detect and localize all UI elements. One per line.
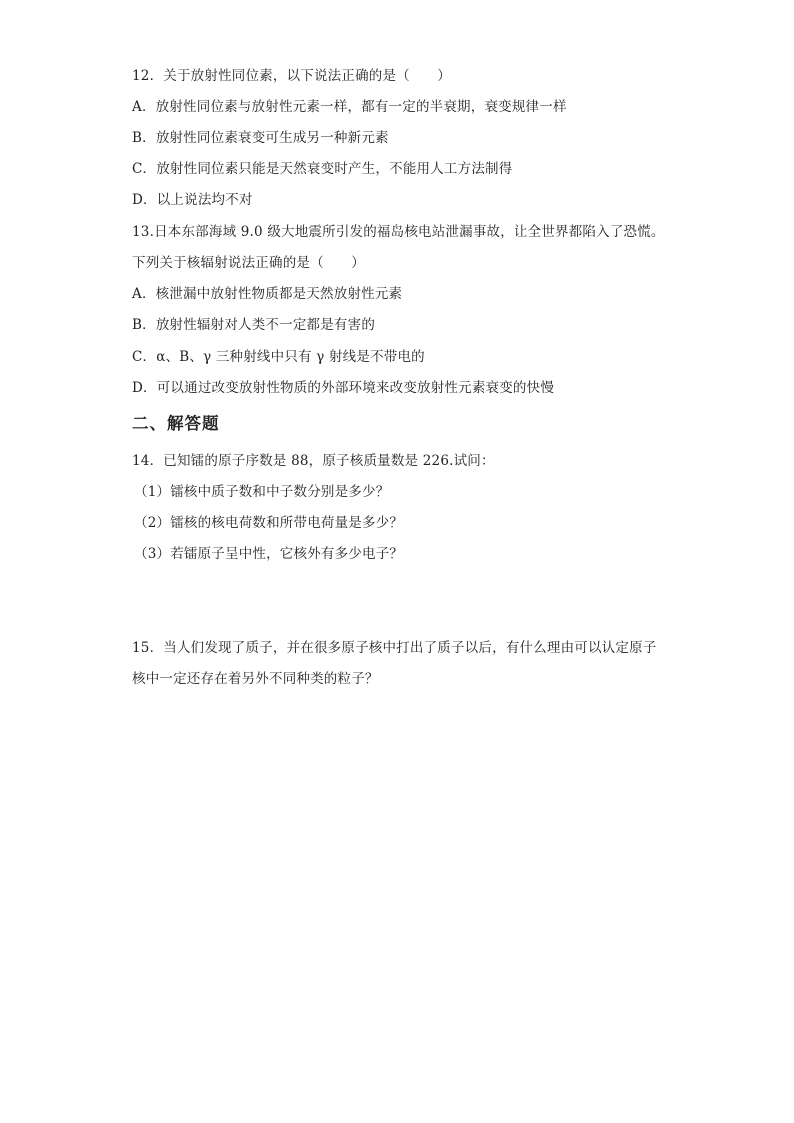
q14-stem: 14．已知镭的原子序数是 88，原子核质量数是 226.试问： (132, 453, 495, 469)
q13-stem-line2: 下列关于核辐射说法正确的是（ ） (132, 255, 365, 271)
q14-part-3: （3）若镭原子呈中性，它核外有多少电子？ (134, 546, 404, 562)
section-title: 二、解答题 (132, 414, 220, 433)
q12-option-d: D．以上说法均不对 (132, 192, 253, 208)
q12-option-c: C．放射性同位素只能是天然衰变时产生，不能用人工方法制得 (132, 161, 513, 177)
q13-option-d: D．可以通过改变放射性物质的外部环境来改变放射性元素衰变的快慢 (132, 380, 555, 396)
q13-option-b: B．放射性辐射对人类不一定都是有害的 (132, 317, 376, 333)
q15-line1: 15．当人们发现了质子，并在很多原子核中打出了质子以后，有什么理由可以认定原子 (132, 640, 657, 656)
q13-option-c: C．α、Β、γ 三种射线中只有 γ 射线是不带电的 (132, 349, 425, 365)
q14-part-1: （1）镭核中质子数和中子数分别是多少？ (134, 484, 390, 500)
q12-option-a: A．放射性同位素与放射性元素一样，都有一定的半衰期，衰变规律一样 (132, 99, 567, 115)
q12-option-b: B．放射性同位素衰变可生成另一种新元素 (132, 130, 389, 146)
q14-part-2: （2）镭核的核电荷数和所带电荷量是多少？ (134, 515, 404, 531)
q13-stem-line1: 13.日本东部海域 9.0 级大地震所引发的福岛核电站泄漏事故，让全世界都陷入了恐慌。 (132, 224, 665, 240)
q13-option-a: A．核泄漏中放射性物质都是天然放射性元素 (132, 286, 403, 302)
q12-stem: 12．关于放射性同位素，以下说法正确的是（ ） (132, 68, 451, 84)
q15-line2: 核中一定还存在着另外不同种类的粒子？ (132, 671, 379, 687)
